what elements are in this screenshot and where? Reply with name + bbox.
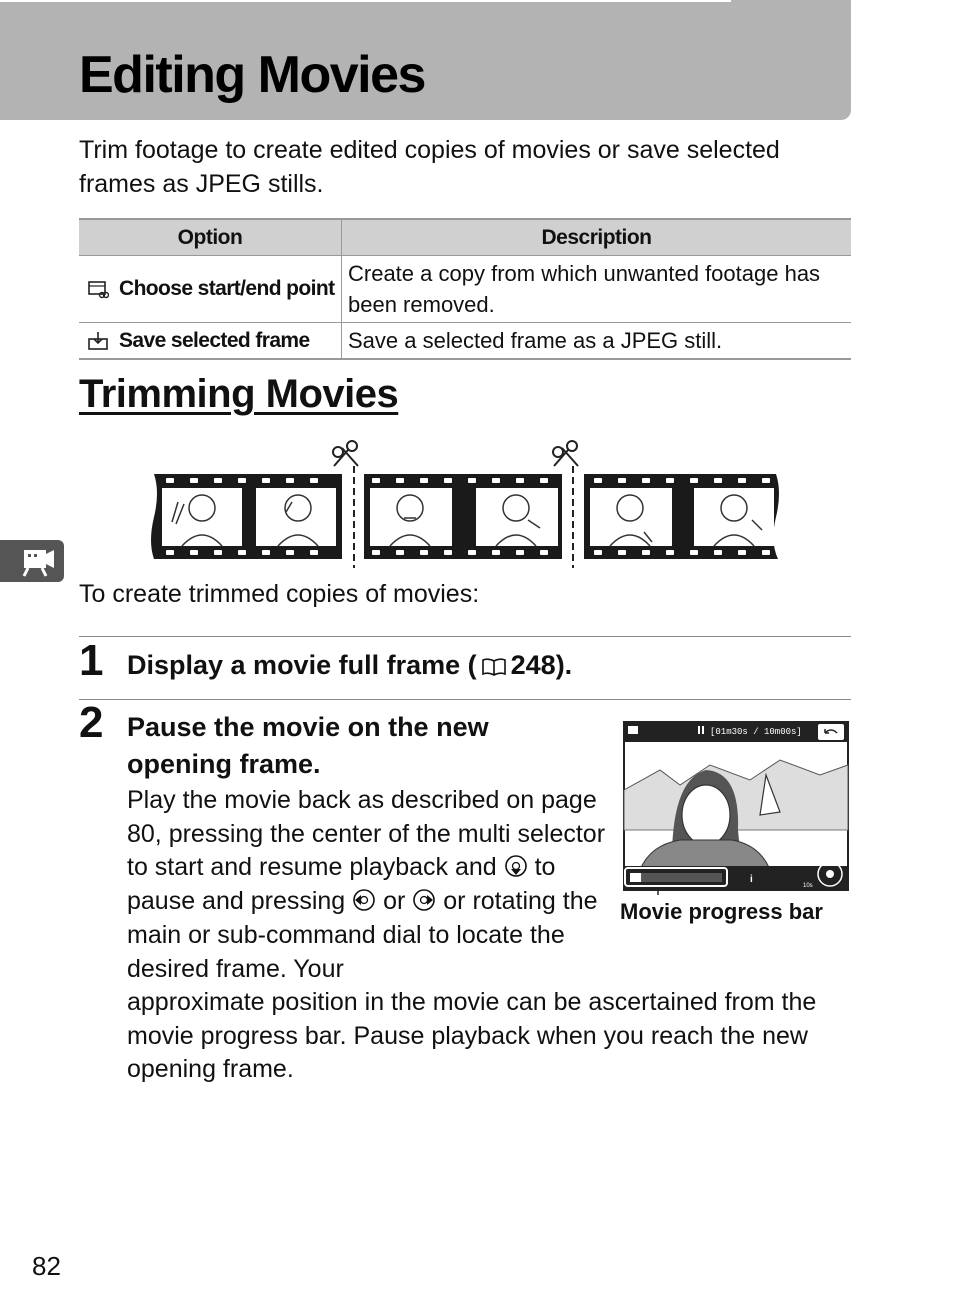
book-reference-icon [481,657,507,677]
intro-paragraph: Trim footage to create edited copies of movies or save selected frames as JPEG stills. [79,136,780,198]
return-button[interactable] [818,724,844,740]
scissors-icon [333,441,358,466]
option-label: Save selected frame [119,328,310,352]
film-strip-segment [364,474,562,559]
step-body-continued: approximate position in the movie can be ascertained from the movie progress bar. Pause playback when you reach the new opening frame. [127,988,817,1084]
step-body-text: Play the movie back as described on page 80, pressing the center of the multi selector to start and resume playback and [127,786,606,882]
option-cell [79,323,342,360]
header-description: Description [342,219,852,256]
page-reference[interactable]: 248 [510,650,556,680]
step-title-text: Display a movie full frame ( [127,650,477,680]
movie-chapter-tab [0,540,64,582]
page-title: Editing Movies [79,46,425,104]
multi-selector-down-icon [504,854,528,878]
figure-caption: Movie progress bar [620,899,823,924]
film-strip-illustration [148,432,788,572]
trim-icon [87,279,109,299]
film-strip-segment [584,474,779,559]
volume-label: 10s [803,883,813,889]
step-body-text: or [383,887,406,916]
step-body-text: or rotating the main or sub-command dial to locate the desired frame. Your [127,887,598,983]
step-number: 2 [79,698,104,747]
movie-progress-fill [630,873,641,882]
step-title-end: ). [555,650,573,680]
table-row [79,323,851,360]
movie-progress-bar[interactable] [630,873,722,882]
step-title-line: Pause the movie on the new [127,712,489,742]
info-label: i [750,874,753,885]
step-title-line: opening frame. [127,749,321,779]
option-label: Choose start/end point [119,277,335,300]
camera-screen-figure [620,720,850,895]
page-number: 82 [32,1251,61,1281]
step-body [127,784,607,986]
option-cell [79,256,342,323]
options-table [79,218,851,360]
scissors-icon [553,441,578,466]
step-number: 1 [79,636,104,685]
section-heading: Trimming Movies [79,372,399,416]
movie-mode-icon [628,726,638,734]
movie-icon [0,540,64,582]
step-body-text: to pause and pressing [127,853,556,916]
header-option: Option [79,219,342,256]
step-title [127,647,572,684]
save-frame-icon [87,331,109,351]
step-divider [79,636,851,637]
table-header-row [79,219,851,256]
multi-selector-right-icon [412,888,436,912]
time-readout: [01m30s / 10m00s] [710,727,802,737]
description-cell: Save a selected frame as a JPEG still. [342,323,852,360]
step-divider [79,699,851,700]
step-title [127,709,489,783]
lead-text: To create trimmed copies of movies: [79,580,480,608]
pause-icon [698,726,700,734]
multi-selector-left-icon [352,888,376,912]
description-cell: Create a copy from which unwanted footage has been removed. [342,256,852,323]
table-row [79,256,851,323]
